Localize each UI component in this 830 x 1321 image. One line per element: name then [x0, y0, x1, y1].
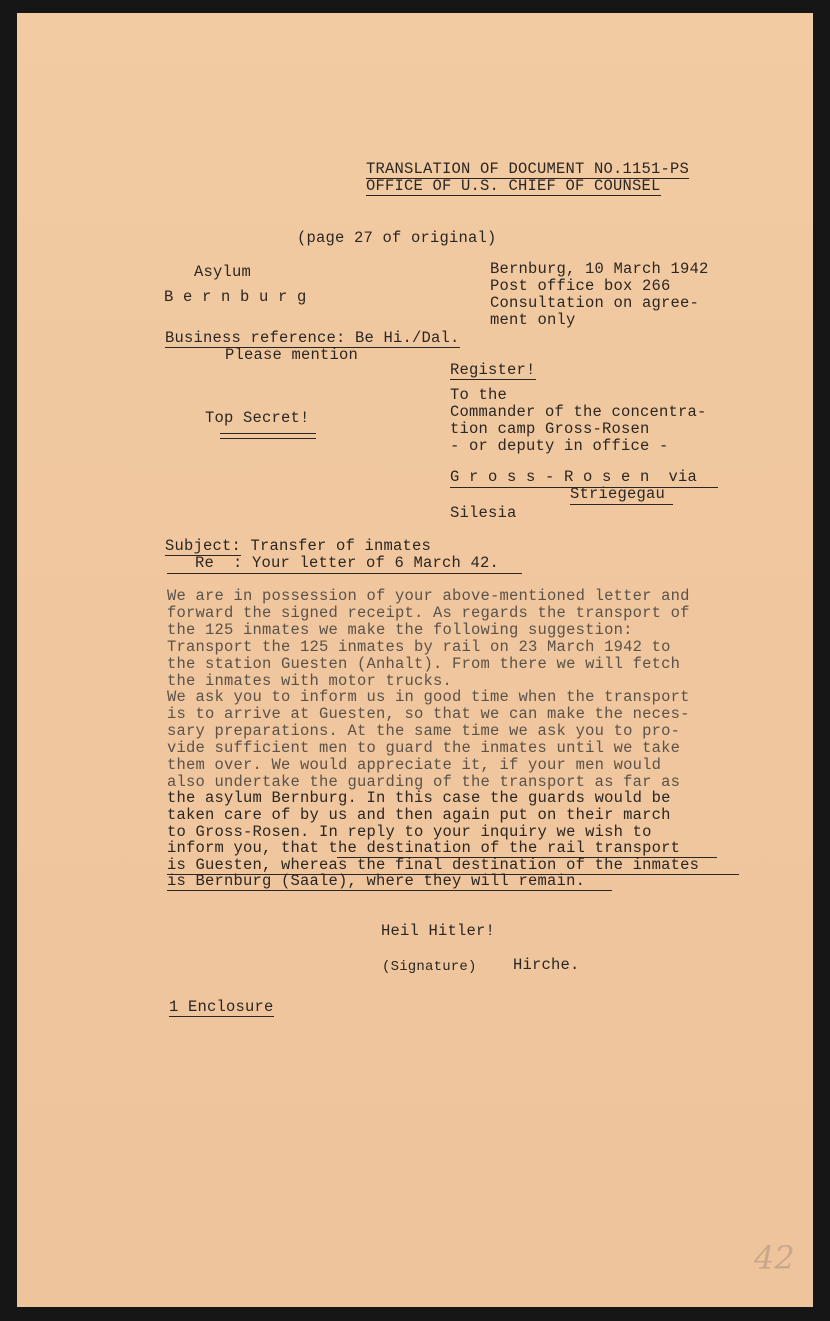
page-number: 42 — [754, 1239, 795, 1277]
recipient-rule-2 — [570, 504, 673, 505]
enclosure: 1 Enclosure — [169, 998, 274, 1016]
re-text: Your letter of 6 March 42. — [242, 554, 500, 572]
signature-label: (Signature) — [382, 959, 477, 975]
body-line-7: We ask you to inform us in good time when the transport — [167, 688, 690, 706]
body-line-10: vide sufficient men to guard the inmates until we take — [167, 739, 681, 757]
closing: Heil Hitler! — [381, 922, 496, 940]
sender-line-1: Asylum — [194, 263, 252, 281]
page-note: (page 27 of original) — [297, 229, 497, 247]
header-line-1: TRANSLATION OF DOCUMENT NO.1151-PS — [366, 160, 690, 178]
classification-stamp: Top Secret! — [205, 409, 310, 427]
body-line-17: is Guesten, whereas the final destination of the inmates — [167, 856, 700, 874]
business-reference: Business reference: Be Hi./Dal. — [165, 329, 460, 347]
recipient-line-3: tion camp Gross-Rosen — [450, 420, 650, 438]
body-line-5: the station Guesten (Anhalt). From there we will fetch — [167, 655, 681, 673]
subject-label: Subject: — [165, 537, 242, 555]
place-date-line-4: ment only — [490, 311, 576, 329]
body-line-18: is Bernburg (Saale), where they will remain. — [167, 872, 586, 890]
subject-line — [165, 538, 431, 555]
subject-text: Transfer of inmates — [241, 537, 432, 555]
body-line-6: the inmates with motor trucks. — [167, 672, 453, 690]
body-line-4: Transport the 125 inmates by rail on 23 March 1942 to — [167, 638, 671, 656]
sender-line-2: B e r n b u r g — [164, 288, 307, 306]
body-line-2: forward the signed receipt. As regards the transport of — [167, 604, 690, 622]
recipient-line-4: - or deputy in office - — [450, 437, 669, 455]
body-line-9: sary preparations. At the same time we ask you to pro- — [167, 722, 681, 740]
body-line-11: them over. We would appreciate it, if your men would — [167, 756, 662, 774]
place-date-line-3: Consultation on agree- — [490, 294, 700, 312]
body-line-8: is to arrive at Guesten, so that we can make the neces- — [167, 705, 690, 723]
body-line-16: inform you, that the destination of the rail transport — [167, 839, 681, 857]
recipient-line-2: Commander of the concentra- — [450, 403, 707, 421]
body-line-14: taken care of by us and then again put on their march — [167, 806, 671, 824]
register-label: Register! — [450, 361, 536, 379]
header-line-2: OFFICE OF U.S. CHIEF OF COUNSEL — [366, 177, 661, 195]
signer-name: Hirche. — [513, 956, 580, 974]
body-underline-18 — [167, 890, 612, 891]
body-line-13: the asylum Bernburg. In this case the guards would be — [167, 789, 671, 807]
place-date-line-2: Post office box 266 — [490, 277, 671, 295]
document-page — [17, 13, 813, 1307]
body-line-1: We are in possession of your above-mentioned letter and — [167, 587, 690, 605]
please-mention: Please mention — [225, 346, 359, 364]
body-line-15: to Gross-Rosen. In reply to your inquiry we wish to — [167, 823, 652, 841]
body-line-3: the 125 inmates we make the following suggestion: — [167, 621, 633, 639]
reference-rule — [167, 573, 522, 574]
recipient-line-7: Silesia — [450, 504, 517, 522]
classification-double-rule — [220, 433, 316, 439]
recipient-line-1: To the — [450, 386, 508, 404]
body-line-12: also undertake the guarding of the transport as far as — [167, 773, 681, 791]
re-label: Re : — [195, 554, 243, 572]
reference-line — [195, 555, 499, 572]
recipient-line-5: G r o s s - R o s e n via — [450, 468, 698, 486]
place-date-line-1: Bernburg, 10 March 1942 — [490, 260, 709, 278]
recipient-line-6: Striegegau — [570, 485, 666, 503]
